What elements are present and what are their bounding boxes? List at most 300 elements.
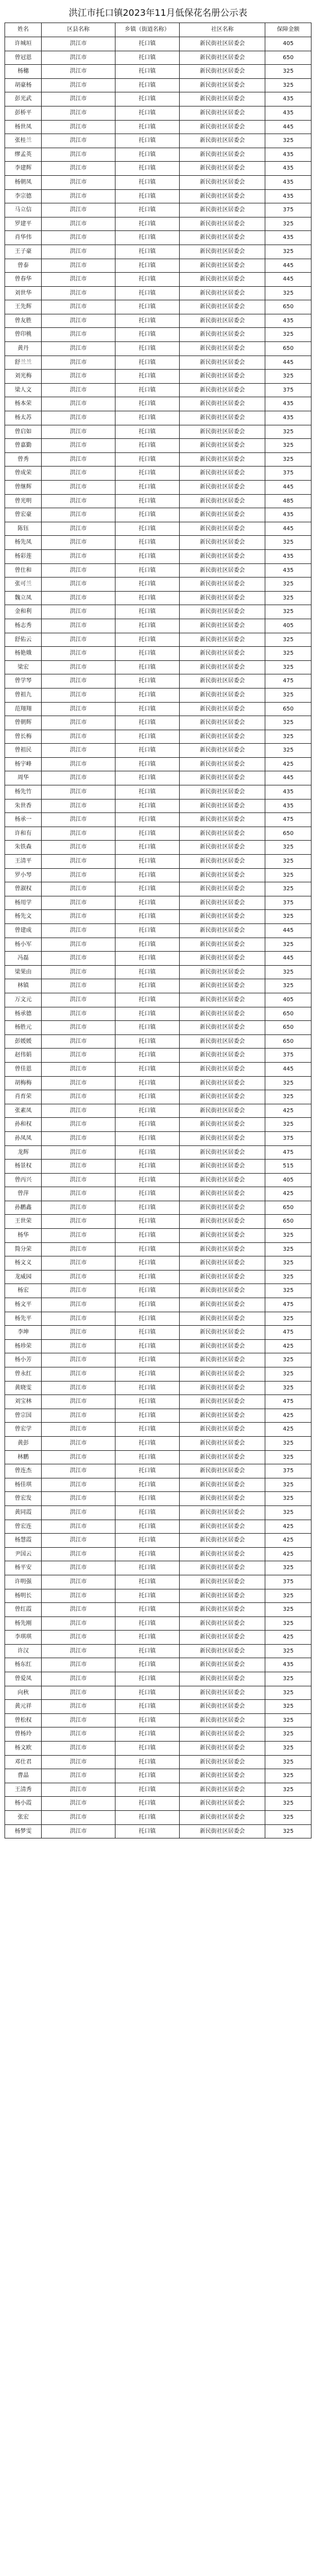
cell-community: 新民街社区居委会 (180, 37, 265, 51)
table-row (5, 563, 311, 578)
cell-community: 新民街社区居委会 (180, 952, 265, 966)
cell-amount: 325 (265, 1824, 311, 1838)
cell-amount: 650 (265, 827, 311, 841)
cell-community: 新民街社区居委会 (180, 286, 265, 300)
cell-township: 托口镇 (115, 342, 179, 356)
cell-township: 托口镇 (115, 1824, 179, 1838)
cell-name: 曾祖九 (5, 688, 42, 702)
cell-community: 新民街社区居委会 (180, 189, 265, 203)
cell-name: 金和利 (5, 605, 42, 619)
cell-county: 洪江市 (42, 1492, 115, 1506)
cell-amount: 405 (265, 37, 311, 51)
cell-county: 洪江市 (42, 106, 115, 120)
cell-amount: 325 (265, 1589, 311, 1603)
cell-county: 洪江市 (42, 1436, 115, 1450)
table-row (5, 300, 311, 314)
cell-amount: 325 (265, 1242, 311, 1256)
cell-community: 新民街社区居委会 (180, 1547, 265, 1561)
cell-community: 新民街社区居委会 (180, 1700, 265, 1714)
table-row (5, 342, 311, 356)
cell-community: 新民街社区居委会 (180, 1686, 265, 1700)
cell-name: 曾建成 (5, 924, 42, 938)
cell-county: 洪江市 (42, 1727, 115, 1742)
cell-county: 洪江市 (42, 300, 115, 314)
cell-county: 洪江市 (42, 1034, 115, 1049)
table-row (5, 1505, 311, 1520)
cell-county: 洪江市 (42, 702, 115, 716)
table-row (5, 92, 311, 106)
cell-community: 新民街社区居委会 (180, 1672, 265, 1686)
cell-community: 新民街社区居委会 (180, 965, 265, 979)
cell-community: 新民街社区居委会 (180, 647, 265, 661)
cell-name: 黄晓雯 (5, 1381, 42, 1395)
cell-township: 托口镇 (115, 674, 179, 689)
cell-county: 洪江市 (42, 1256, 115, 1271)
table-row (5, 314, 311, 328)
cell-amount: 425 (265, 1423, 311, 1437)
cell-amount: 325 (265, 1672, 311, 1686)
cell-county: 洪江市 (42, 841, 115, 855)
cell-county: 洪江市 (42, 1534, 115, 1548)
header-row (5, 23, 311, 37)
cell-county: 洪江市 (42, 1603, 115, 1617)
cell-community: 新民街社区居委会 (180, 1450, 265, 1464)
cell-county: 洪江市 (42, 1423, 115, 1437)
cell-township: 托口镇 (115, 1783, 179, 1797)
table-row (5, 965, 311, 979)
cell-name: 杨珍荣 (5, 1339, 42, 1353)
table-row (5, 896, 311, 910)
cell-community: 新民街社区居委会 (180, 1062, 265, 1076)
table-row (5, 702, 311, 716)
cell-amount: 325 (265, 1755, 311, 1769)
cell-county: 洪江市 (42, 286, 115, 300)
cell-name: 许城垣 (5, 37, 42, 51)
cell-name: 曾朝辉 (5, 716, 42, 730)
cell-amount: 445 (265, 273, 311, 287)
cell-community: 新民街社区居委会 (180, 300, 265, 314)
cell-amount: 325 (265, 1270, 311, 1284)
cell-township: 托口镇 (115, 910, 179, 924)
table-row (5, 1561, 311, 1575)
cell-amount: 325 (265, 1811, 311, 1825)
cell-county: 洪江市 (42, 605, 115, 619)
cell-county: 洪江市 (42, 744, 115, 758)
table-row (5, 1118, 311, 1132)
cell-amount: 485 (265, 494, 311, 508)
table-row (5, 882, 311, 896)
cell-township: 托口镇 (115, 383, 179, 397)
cell-name: 黄元祥 (5, 1700, 42, 1714)
cell-community: 新民街社区居委会 (180, 688, 265, 702)
cell-name: 王清秀 (5, 1783, 42, 1797)
cell-name: 梁果由 (5, 965, 42, 979)
table-row (5, 1090, 311, 1104)
cell-community: 新民街社区居委会 (180, 273, 265, 287)
cell-county: 洪江市 (42, 1007, 115, 1021)
cell-community: 新民街社区居委会 (180, 148, 265, 162)
table-row (5, 1131, 311, 1145)
cell-amount: 650 (265, 1021, 311, 1035)
cell-amount: 325 (265, 1561, 311, 1575)
cell-name: 孙凤凤 (5, 1131, 42, 1145)
cell-township: 托口镇 (115, 1049, 179, 1063)
cell-name: 王先辉 (5, 300, 42, 314)
cell-community: 新民街社区居委会 (180, 910, 265, 924)
cell-county: 洪江市 (42, 1187, 115, 1201)
cell-name: 孙和权 (5, 1118, 42, 1132)
cell-township: 托口镇 (115, 1534, 179, 1548)
cell-township: 托口镇 (115, 508, 179, 522)
cell-community: 新民街社区居委会 (180, 1616, 265, 1631)
table-row (5, 51, 311, 65)
cell-amount: 325 (265, 1450, 311, 1464)
cell-county: 洪江市 (42, 314, 115, 328)
cell-township: 托口镇 (115, 1062, 179, 1076)
cell-township: 托口镇 (115, 827, 179, 841)
cell-community: 新民街社区居委会 (180, 1727, 265, 1742)
cell-name: 曾宏连 (5, 1520, 42, 1534)
cell-amount: 325 (265, 328, 311, 342)
cell-county: 洪江市 (42, 522, 115, 536)
cell-community: 新民街社区居委会 (180, 1312, 265, 1326)
cell-community: 新民街社区居委会 (180, 1505, 265, 1520)
cell-county: 洪江市 (42, 578, 115, 592)
cell-township: 托口镇 (115, 1686, 179, 1700)
cell-community: 新民街社区居委会 (180, 1284, 265, 1298)
table-row (5, 231, 311, 245)
cell-amount: 325 (265, 855, 311, 869)
cell-amount: 425 (265, 1339, 311, 1353)
table-row (5, 979, 311, 993)
cell-township: 托口镇 (115, 106, 179, 120)
cell-community: 新民街社区居委会 (180, 1160, 265, 1174)
cell-township: 托口镇 (115, 120, 179, 134)
cell-township: 托口镇 (115, 1520, 179, 1534)
cell-township: 托口镇 (115, 730, 179, 744)
cell-community: 新民街社区居委会 (180, 78, 265, 92)
cell-township: 托口镇 (115, 1007, 179, 1021)
cell-township: 托口镇 (115, 217, 179, 231)
cell-name: 张宏 (5, 1811, 42, 1825)
table-row (5, 481, 311, 495)
cell-name: 曾佳恩 (5, 1062, 42, 1076)
cell-community: 新民街社区居委会 (180, 259, 265, 273)
cell-amount: 405 (265, 993, 311, 1007)
cell-amount: 325 (265, 730, 311, 744)
cell-name: 李琪琪 (5, 1631, 42, 1645)
cell-community: 新民街社区居委会 (180, 452, 265, 467)
cell-name: 魏立凤 (5, 591, 42, 605)
cell-county: 洪江市 (42, 660, 115, 674)
cell-county: 洪江市 (42, 536, 115, 550)
cell-township: 托口镇 (115, 757, 179, 771)
cell-county: 洪江市 (42, 1284, 115, 1298)
table-row (5, 439, 311, 453)
cell-amount: 475 (265, 674, 311, 689)
cell-township: 托口镇 (115, 1589, 179, 1603)
cell-township: 托口镇 (115, 1409, 179, 1423)
cell-township: 托口镇 (115, 1423, 179, 1437)
cell-name: 范翔翔 (5, 702, 42, 716)
cell-township: 托口镇 (115, 1353, 179, 1367)
cell-amount: 445 (265, 356, 311, 370)
cell-county: 洪江市 (42, 799, 115, 813)
table-row (5, 1520, 311, 1534)
table-row (5, 674, 311, 689)
cell-amount: 325 (265, 65, 311, 79)
cell-name: 周华 (5, 771, 42, 785)
cell-county: 洪江市 (42, 1742, 115, 1756)
cell-name: 杨朝凤 (5, 175, 42, 189)
table-row (5, 1215, 311, 1229)
cell-amount: 445 (265, 771, 311, 785)
cell-name: 肖育荣 (5, 1090, 42, 1104)
cell-amount: 375 (265, 1575, 311, 1589)
cell-county: 洪江市 (42, 217, 115, 231)
cell-community: 新民街社区居委会 (180, 1492, 265, 1506)
cell-community: 新民街社区居委会 (180, 175, 265, 189)
cell-amount: 325 (265, 716, 311, 730)
cell-township: 托口镇 (115, 452, 179, 467)
cell-community: 新民街社区居委会 (180, 467, 265, 481)
cell-community: 新民街社区居委会 (180, 882, 265, 896)
cell-county: 洪江市 (42, 1381, 115, 1395)
cell-name: 杨承一 (5, 813, 42, 827)
cell-community: 新民街社区居委会 (180, 1478, 265, 1492)
cell-county: 洪江市 (42, 162, 115, 176)
cell-amount: 650 (265, 300, 311, 314)
cell-township: 托口镇 (115, 1118, 179, 1132)
cell-community: 新民街社区居委会 (180, 1381, 265, 1395)
cell-community: 新民街社区居委会 (180, 203, 265, 217)
cell-amount: 650 (265, 1215, 311, 1229)
cell-township: 托口镇 (115, 1201, 179, 1215)
cell-name: 尹国云 (5, 1547, 42, 1561)
cell-county: 洪江市 (42, 37, 115, 51)
table-row (5, 356, 311, 370)
cell-township: 托口镇 (115, 647, 179, 661)
cell-township: 托口镇 (115, 134, 179, 148)
cell-amount: 325 (265, 245, 311, 259)
cell-county: 洪江市 (42, 1339, 115, 1353)
table-row (5, 1409, 311, 1423)
cell-amount: 325 (265, 425, 311, 439)
cell-community: 新民街社区居委会 (180, 716, 265, 730)
cell-amount: 425 (265, 1534, 311, 1548)
cell-community: 新民街社区居委会 (180, 924, 265, 938)
cell-amount: 445 (265, 522, 311, 536)
cell-township: 托口镇 (115, 1713, 179, 1727)
table-body (5, 37, 311, 1838)
table-row (5, 1616, 311, 1631)
cell-name: 梁人文 (5, 383, 42, 397)
cell-name: 简分荣 (5, 1242, 42, 1256)
table-row (5, 1797, 311, 1811)
cell-amount: 325 (265, 1742, 311, 1756)
cell-amount: 435 (265, 162, 311, 176)
cell-name: 曾萍 (5, 1187, 42, 1201)
cell-township: 托口镇 (115, 273, 179, 287)
table-row (5, 1589, 311, 1603)
cell-name: 王子豪 (5, 245, 42, 259)
cell-name: 曾宗国 (5, 1409, 42, 1423)
cell-county: 洪江市 (42, 203, 115, 217)
cell-community: 新民街社区居委会 (180, 868, 265, 882)
cell-amount: 325 (265, 938, 311, 952)
cell-name: 曾祖民 (5, 744, 42, 758)
cell-amount: 435 (265, 411, 311, 425)
table-row (5, 1811, 311, 1825)
cell-community: 新民街社区居委会 (180, 1021, 265, 1035)
cell-amount: 445 (265, 924, 311, 938)
cell-name: 彭媛媛 (5, 1034, 42, 1049)
cell-county: 洪江市 (42, 245, 115, 259)
cell-township: 托口镇 (115, 1242, 179, 1256)
table-row (5, 744, 311, 758)
cell-name: 向秋 (5, 1686, 42, 1700)
cell-township: 托口镇 (115, 1811, 179, 1825)
cell-amount: 435 (265, 314, 311, 328)
cell-name: 曾光明 (5, 494, 42, 508)
cell-name: 杨平安 (5, 1561, 42, 1575)
cell-township: 托口镇 (115, 605, 179, 619)
cell-county: 洪江市 (42, 1644, 115, 1658)
cell-community: 新民街社区居委会 (180, 1256, 265, 1271)
cell-township: 托口镇 (115, 813, 179, 827)
table-row (5, 1575, 311, 1589)
table-row (5, 1021, 311, 1035)
cell-name: 曾学琴 (5, 674, 42, 689)
cell-amount: 325 (265, 965, 311, 979)
cell-township: 托口镇 (115, 370, 179, 384)
cell-township: 托口镇 (115, 411, 179, 425)
cell-township: 托口镇 (115, 1284, 179, 1298)
cell-name: 朱世香 (5, 799, 42, 813)
cell-county: 洪江市 (42, 1326, 115, 1340)
cell-county: 洪江市 (42, 1242, 115, 1256)
cell-amount: 435 (265, 785, 311, 800)
table-row (5, 162, 311, 176)
cell-township: 托口镇 (115, 1672, 179, 1686)
cell-county: 洪江市 (42, 1312, 115, 1326)
cell-community: 新民街社区居委会 (180, 1797, 265, 1811)
cell-township: 托口镇 (115, 1464, 179, 1478)
cell-name: 张桂兰 (5, 134, 42, 148)
cell-community: 新民街社区居委会 (180, 605, 265, 619)
cell-township: 托口镇 (115, 1326, 179, 1340)
table-row (5, 383, 311, 397)
table-row (5, 1284, 311, 1298)
cell-county: 洪江市 (42, 1769, 115, 1783)
cell-amount: 325 (265, 134, 311, 148)
cell-community: 新民街社区居委会 (180, 660, 265, 674)
cell-amount: 325 (265, 1436, 311, 1450)
cell-township: 托口镇 (115, 1478, 179, 1492)
cell-name: 曾宏豪 (5, 508, 42, 522)
cell-amount: 445 (265, 259, 311, 273)
cell-amount: 325 (265, 882, 311, 896)
table-row (5, 1256, 311, 1271)
cell-township: 托口镇 (115, 1492, 179, 1506)
table-row (5, 578, 311, 592)
table-row (5, 37, 311, 51)
cell-amount: 375 (265, 383, 311, 397)
header-amount: 保障金额 (265, 23, 311, 37)
cell-name: 曾永红 (5, 1367, 42, 1382)
cell-community: 新民街社区居委会 (180, 1187, 265, 1201)
cell-township: 托口镇 (115, 522, 179, 536)
cell-county: 洪江市 (42, 549, 115, 563)
cell-county: 洪江市 (42, 633, 115, 647)
table-row (5, 938, 311, 952)
cell-community: 新民街社区居委会 (180, 938, 265, 952)
cell-community: 新民街社区居委会 (180, 1118, 265, 1132)
cell-amount: 325 (265, 633, 311, 647)
cell-township: 托口镇 (115, 688, 179, 702)
cell-amount: 425 (265, 757, 311, 771)
cell-community: 新民街社区居委会 (180, 993, 265, 1007)
cell-amount: 435 (265, 563, 311, 578)
cell-community: 新民街社区居委会 (180, 591, 265, 605)
cell-township: 托口镇 (115, 51, 179, 65)
cell-amount: 375 (265, 896, 311, 910)
cell-amount: 325 (265, 578, 311, 592)
cell-township: 托口镇 (115, 1644, 179, 1658)
cell-county: 洪江市 (42, 1076, 115, 1090)
table-row (5, 1631, 311, 1645)
table-row (5, 757, 311, 771)
cell-community: 新民街社区居委会 (180, 578, 265, 592)
cell-name: 曹晶 (5, 1769, 42, 1783)
cell-name: 梁宏 (5, 660, 42, 674)
table-row (5, 785, 311, 800)
cell-township: 托口镇 (115, 633, 179, 647)
table-row (5, 536, 311, 550)
cell-amount: 475 (265, 1326, 311, 1340)
cell-county: 洪江市 (42, 65, 115, 79)
cell-name: 曾爱凤 (5, 1672, 42, 1686)
cell-county: 洪江市 (42, 1589, 115, 1603)
cell-name: 曾成荣 (5, 467, 42, 481)
cell-township: 托口镇 (115, 439, 179, 453)
table-row (5, 245, 311, 259)
table-row (5, 827, 311, 841)
table-row (5, 1367, 311, 1382)
cell-community: 新民街社区居委会 (180, 1436, 265, 1450)
table-row (5, 841, 311, 855)
cell-township: 托口镇 (115, 1312, 179, 1326)
cell-amount: 375 (265, 1131, 311, 1145)
cell-township: 托口镇 (115, 259, 179, 273)
cell-amount: 435 (265, 549, 311, 563)
cell-amount: 445 (265, 481, 311, 495)
cell-county: 洪江市 (42, 827, 115, 841)
cell-county: 洪江市 (42, 1160, 115, 1174)
cell-county: 洪江市 (42, 785, 115, 800)
cell-county: 洪江市 (42, 993, 115, 1007)
cell-county: 洪江市 (42, 328, 115, 342)
cell-amount: 375 (265, 1464, 311, 1478)
cell-amount: 325 (265, 286, 311, 300)
cell-amount: 650 (265, 51, 311, 65)
cell-county: 洪江市 (42, 674, 115, 689)
cell-amount: 325 (265, 647, 311, 661)
cell-community: 新民街社区居委会 (180, 92, 265, 106)
cell-name: 杨先凤 (5, 536, 42, 550)
cell-amount: 325 (265, 660, 311, 674)
cell-county: 洪江市 (42, 1367, 115, 1382)
